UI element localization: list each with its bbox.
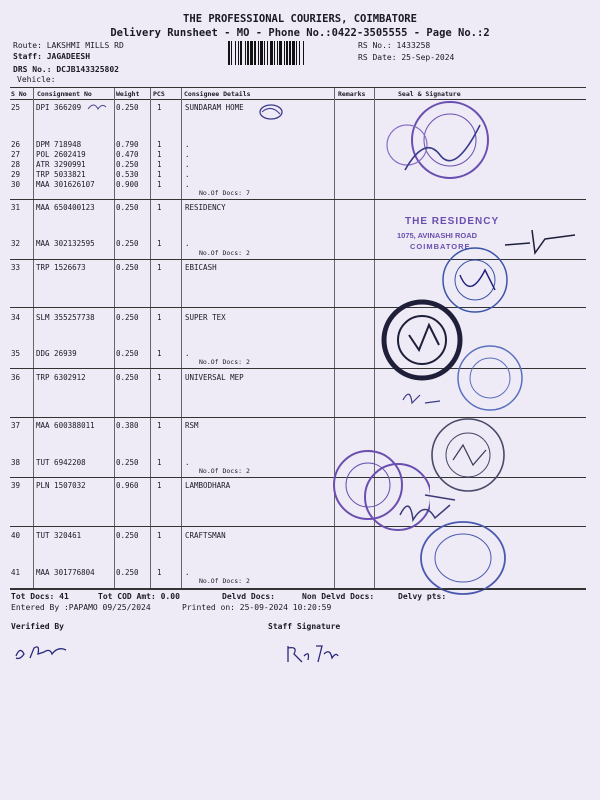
- row-weight: 0.250: [116, 263, 139, 272]
- row-consignment-no: SLM 355257738: [36, 313, 95, 322]
- row-sno: 40: [11, 531, 21, 540]
- row-weight: 0.530: [116, 170, 139, 179]
- rs-number: RS No.: 1433258: [358, 41, 431, 50]
- staff-signature: [282, 640, 342, 668]
- sundaram-finance-stamp: [385, 95, 500, 185]
- row-pcs: 1: [157, 103, 162, 112]
- rsm-autokast-stamp: [428, 415, 508, 495]
- row-sno: 28: [11, 160, 21, 169]
- row-sno: 25: [11, 103, 21, 112]
- row-consignee: EBICASH: [185, 263, 217, 272]
- row-consignee: .: [185, 160, 190, 169]
- col-divider: [150, 88, 151, 588]
- row-sno: 32: [11, 239, 21, 248]
- header-pcs: PCS: [153, 90, 165, 98]
- row-pcs: 1: [157, 170, 162, 179]
- row-sno: 30: [11, 180, 21, 189]
- residency-stamp-line2: 1075, AVINASHI ROAD: [397, 231, 478, 240]
- row-weight: 0.250: [116, 239, 139, 248]
- row-consignee: .: [185, 180, 190, 189]
- row-weight: 0.250: [116, 458, 139, 467]
- row-pcs: 1: [157, 373, 162, 382]
- group-rule: [10, 199, 586, 200]
- row-consignment-no: ATR 3290991: [36, 160, 86, 169]
- row-pcs: 1: [157, 531, 162, 540]
- barcode-bar: [292, 41, 295, 65]
- barcode-bar: [260, 41, 263, 65]
- row-consignment-no: TUT 320461: [36, 531, 82, 540]
- row-pcs: 1: [157, 160, 162, 169]
- barcode-bar: [267, 41, 268, 65]
- row-weight: 0.960: [116, 481, 139, 490]
- barcode-bar: [277, 41, 278, 65]
- row-consignee: .: [185, 150, 190, 159]
- total-docs: Tot Docs: 41: [11, 592, 69, 601]
- barcode-bar: [258, 41, 259, 65]
- row-weight: 0.250: [116, 103, 139, 112]
- delivery-points: Delvy pts:: [398, 592, 447, 601]
- header-seal: Seal & Signature: [398, 90, 461, 98]
- row-consignee: .: [185, 170, 190, 179]
- row-consignee: .: [185, 568, 190, 577]
- row-sno: 29: [11, 170, 21, 179]
- barcode-bar: [289, 41, 291, 65]
- staff-label: Staff: JAGADEESH: [13, 52, 91, 61]
- row-consignment-no: TRP 1526673: [36, 263, 86, 272]
- row-pcs: 1: [157, 349, 162, 358]
- group-doc-count: No.Of Docs: 2: [199, 467, 250, 475]
- row-consignee: UNIVERSAL MEP: [185, 373, 244, 382]
- verified-by-label: Verified By: [11, 622, 64, 631]
- row-consignment-no: TRP 6302912: [36, 373, 86, 382]
- row-sno: 37: [11, 421, 21, 430]
- row-sno: 33: [11, 263, 21, 272]
- residency-stamp-line1: THE RESIDENCY: [405, 216, 500, 227]
- row-sno: 35: [11, 349, 21, 358]
- row-consignee: .: [185, 349, 190, 358]
- col-divider: [33, 88, 34, 588]
- col-divider: [114, 88, 115, 588]
- row-weight: 0.250: [116, 203, 139, 212]
- barcode-bar: [250, 41, 253, 65]
- barcode-bar: [303, 41, 304, 65]
- barcode-bar: [286, 41, 288, 65]
- row-consignee: .: [185, 239, 190, 248]
- row-pcs: 1: [157, 568, 162, 577]
- row-consignee: RESIDENCY: [185, 203, 226, 212]
- row-sno: 38: [11, 458, 21, 467]
- barcode-bar: [279, 41, 282, 65]
- group-doc-count: No.Of Docs: 2: [199, 358, 250, 366]
- row-consignee: LAMBODHARA: [185, 481, 231, 490]
- barcode-bar: [254, 41, 256, 65]
- row-consignment-no: DPI 366209: [36, 103, 82, 112]
- sundaram-scribble: [256, 102, 286, 122]
- barcode-image: [228, 41, 353, 65]
- row-weight: 0.250: [116, 313, 139, 322]
- group-doc-count: No.Of Docs: 2: [199, 577, 250, 585]
- printed-on: Printed on: 25-09-2024 10:20:59: [182, 603, 332, 612]
- row-consignment-no: DPM 718948: [36, 140, 82, 149]
- group-doc-count: No.Of Docs: 2: [199, 249, 250, 257]
- row-pcs: 1: [157, 203, 162, 212]
- barcode-bar: [240, 41, 242, 65]
- row-sno: 31: [11, 203, 21, 212]
- barcode-bar: [228, 41, 230, 65]
- row-consignee: SUPER TEX: [185, 313, 226, 322]
- row-consignee: SUNDARAM HOME: [185, 103, 244, 112]
- universal-signature: [400, 385, 450, 410]
- row-consignment-no: PLN 1507032: [36, 481, 86, 490]
- header-consignee: Consignee Details: [184, 90, 251, 98]
- staff-signature-label: Staff Signature: [268, 622, 341, 631]
- row-pcs: 1: [157, 150, 162, 159]
- row-consignment-no: MAA 302132595: [36, 239, 95, 248]
- row-pcs: 1: [157, 481, 162, 490]
- row-weight: 0.250: [116, 531, 139, 540]
- barcode-bar: [274, 41, 275, 65]
- row-sno: 36: [11, 373, 21, 382]
- row-sno: 34: [11, 313, 21, 322]
- row-pcs: 1: [157, 180, 162, 189]
- residency-signature: [500, 225, 580, 255]
- row-consignment-no: TRP 5033821: [36, 170, 86, 179]
- col-divider: [181, 88, 182, 588]
- vehicle-label: Vehicle:: [17, 75, 56, 84]
- header-consignment: Consignment No: [37, 90, 92, 98]
- row-pcs: 1: [157, 140, 162, 149]
- row-consignee: CRAFTSMAN: [185, 531, 226, 540]
- row-weight: 0.250: [116, 160, 139, 169]
- row-consignment-no: POL 2602419: [36, 150, 86, 159]
- delivered-docs: Delvd Docs:: [222, 592, 275, 601]
- barcode-bar: [299, 41, 300, 65]
- barcode-bar: [264, 41, 265, 65]
- total-cod-amount: Tot COD Amt: 0.00: [98, 592, 180, 601]
- barcode-bar: [296, 41, 297, 65]
- row-sno: 26: [11, 140, 21, 149]
- row-weight: 0.380: [116, 421, 139, 430]
- row-weight: 0.790: [116, 140, 139, 149]
- dpi-scribble: [86, 101, 108, 113]
- barcode-bar: [235, 41, 236, 65]
- entered-by: Entered By :PAPAMO 09/25/2024: [11, 603, 151, 612]
- barcode-bar: [231, 41, 232, 65]
- row-consignment-no: MAA 600388011: [36, 421, 95, 430]
- barcode-bar: [284, 41, 285, 65]
- barcode-bar: [245, 41, 246, 65]
- route-label: Route: LAKSHMI MILLS RD: [13, 41, 124, 50]
- verifier-signature: [12, 638, 72, 666]
- row-weight: 0.900: [116, 180, 139, 189]
- row-consignee: .: [185, 140, 190, 149]
- footer-rule: [10, 589, 586, 590]
- row-sno: 27: [11, 150, 21, 159]
- barcode-bar: [247, 41, 249, 65]
- header-sno: S No: [11, 90, 27, 98]
- row-weight: 0.250: [116, 373, 139, 382]
- row-consignment-no: TUT 6942208: [36, 458, 86, 467]
- row-consignee: RSM: [185, 421, 199, 430]
- row-consignment-no: MAA 301776804: [36, 568, 95, 577]
- company-title: THE PROFESSIONAL COURIERS, COIMBATORE: [183, 13, 417, 25]
- residency-stamp-line3: COIMBATORE: [410, 242, 471, 251]
- group-doc-count: No.Of Docs: 7: [199, 189, 250, 197]
- row-consignment-no: DDG 26939: [36, 349, 77, 358]
- row-pcs: 1: [157, 313, 162, 322]
- runsheet-subtitle: Delivery Runsheet - MO - Phone No.:0422-3505555 - Page No.:2: [110, 27, 490, 39]
- row-pcs: 1: [157, 421, 162, 430]
- row-consignment-no: MAA 301626107: [36, 180, 95, 189]
- table-top-rule: [10, 87, 586, 88]
- barcode-bar: [270, 41, 273, 65]
- row-pcs: 1: [157, 458, 162, 467]
- barcode-bar: [238, 41, 239, 65]
- row-pcs: 1: [157, 263, 162, 272]
- non-delivered-docs: Non Delvd Docs:: [302, 592, 375, 601]
- row-sno: 39: [11, 481, 21, 490]
- row-weight: 0.250: [116, 568, 139, 577]
- row-weight: 0.470: [116, 150, 139, 159]
- header-remarks: Remarks: [338, 90, 366, 98]
- rs-date: RS Date: 25-Sep-2024: [358, 53, 455, 62]
- row-pcs: 1: [157, 239, 162, 248]
- drs-number: DRS No.: DCJB143325802: [13, 65, 119, 74]
- row-weight: 0.250: [116, 349, 139, 358]
- universal-mep-stamp: [455, 340, 525, 415]
- row-consignee: .: [185, 458, 190, 467]
- craftsman-stamp: [418, 518, 508, 598]
- row-consignment-no: MAA 650400123: [36, 203, 95, 212]
- header-weight: Weight: [116, 90, 140, 98]
- row-sno: 41: [11, 568, 21, 577]
